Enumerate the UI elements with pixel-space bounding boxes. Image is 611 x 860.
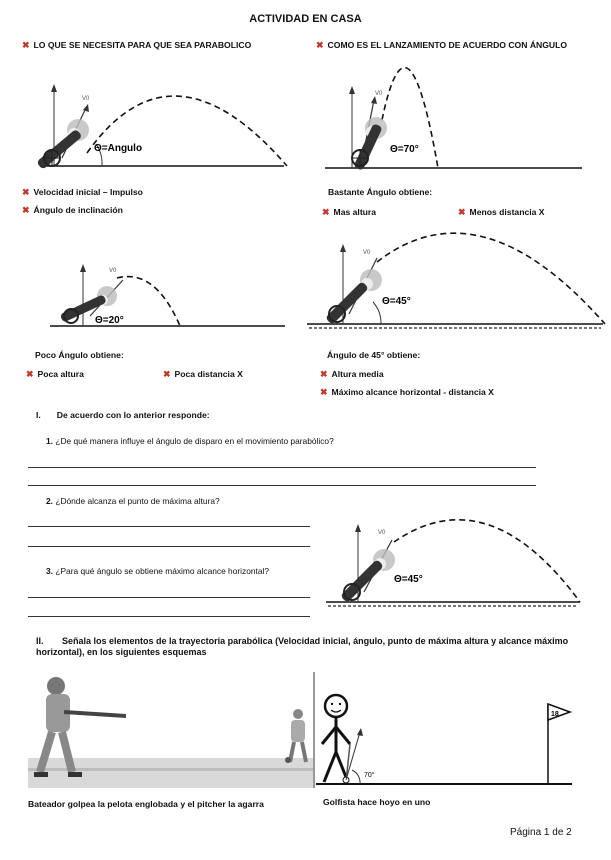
question-3: 3. ¿Para qué ángulo se obtiene máximo alcance horizontal? xyxy=(46,566,270,576)
svg-text:V0: V0 xyxy=(109,268,117,274)
answer-line[interactable] xyxy=(28,597,310,598)
answer-line[interactable] xyxy=(28,485,536,486)
cannon-figure-angle xyxy=(22,58,292,173)
cannon-barrel xyxy=(325,281,369,325)
cross-icon: ✖ xyxy=(22,40,30,50)
high-angle-item: ✖ Menos distancia X xyxy=(458,207,545,217)
angle45-item: ✖ Máximo alcance horizontal - distancia X xyxy=(320,387,494,397)
cannon-barrel xyxy=(36,129,82,170)
pitcher-figure xyxy=(285,709,306,763)
question-2: 2. ¿Dónde alcanza el punto de máxima altura? xyxy=(46,496,220,506)
svg-text:V0: V0 xyxy=(363,250,371,256)
low-angle-heading: Poco Ángulo obtiene: xyxy=(35,350,124,360)
low-angle-item: ✖ Poca distancia X xyxy=(163,369,243,379)
answer-line[interactable] xyxy=(28,616,310,617)
cannon-figure-45 xyxy=(305,222,610,332)
golf-scene xyxy=(312,692,587,792)
high-angle-heading: Bastante Ángulo obtiene: xyxy=(328,187,433,197)
cannon-barrel xyxy=(340,559,384,603)
baseball-scene xyxy=(28,672,318,794)
trajectory-dashed xyxy=(87,96,287,166)
answer-line[interactable] xyxy=(28,546,310,547)
flag-number: 18 xyxy=(551,711,559,718)
caption-batter: Bateador golpea la pelota englobada y el pitcher la agarra xyxy=(28,799,264,809)
trajectory-dashed xyxy=(377,233,605,324)
angle-label: Θ=Angulo xyxy=(94,143,143,154)
angle-label: Θ=45° xyxy=(382,296,411,307)
left-header: ✖ LO QUE SE NECESITA PARA QUE SEA PARABOLICO xyxy=(22,40,252,50)
page-number: Página 1 de 2 xyxy=(510,827,572,838)
question-1: 1. ¿De qué manera influye el ángulo de disparo en el movimiento parabólico? xyxy=(46,436,334,446)
cross-icon: ✖ xyxy=(316,40,324,50)
low-angle-item: ✖ Poca altura xyxy=(26,369,84,379)
angle-label: Θ=20° xyxy=(95,315,124,326)
golfer-figure xyxy=(322,695,350,782)
bat xyxy=(64,712,126,716)
cannon-figure-20 xyxy=(45,258,290,333)
right-header: ✖ COMO ES EL LANZAMIENTO DE ACUERDO CON ÁNGULO xyxy=(316,40,568,50)
angle45-heading: Ángulo de 45° obtiene: xyxy=(327,350,421,360)
angle45-item: ✖ Altura media xyxy=(320,369,384,379)
trajectory-dashed xyxy=(117,277,180,326)
page-title: ACTIVIDAD EN CASA xyxy=(249,13,362,25)
answer-line[interactable] xyxy=(28,467,536,468)
caption-golfer: Golfista hace hoyo en uno xyxy=(323,797,431,807)
high-angle-item: ✖ Mas altura xyxy=(322,207,377,217)
svg-text:V0: V0 xyxy=(82,96,90,102)
cannon-figure-45-small xyxy=(318,492,596,612)
trajectory-dashed xyxy=(394,520,580,602)
golf-angle-label: 70° xyxy=(364,772,375,779)
need-item: ✖ Ángulo de inclinación xyxy=(22,205,123,215)
svg-text:V0: V0 xyxy=(375,91,383,97)
section-2-heading: II. Señala los elementos de la trayectoria parabólica (Velocidad inicial, ángulo, punto de máxima altura y alcance máximo horizontal), en los siguientes esquemas xyxy=(36,636,569,657)
section-1-heading: I. De acuerdo con lo anterior responde: xyxy=(36,410,210,420)
answer-line[interactable] xyxy=(28,526,310,527)
need-item: ✖ Velocidad inicial – Impulso xyxy=(22,187,143,197)
svg-text:V0: V0 xyxy=(378,530,386,536)
angle-label: Θ=45° xyxy=(394,574,423,585)
cannon-figure-70 xyxy=(320,50,610,175)
angle-label: Θ=70° xyxy=(390,144,419,155)
